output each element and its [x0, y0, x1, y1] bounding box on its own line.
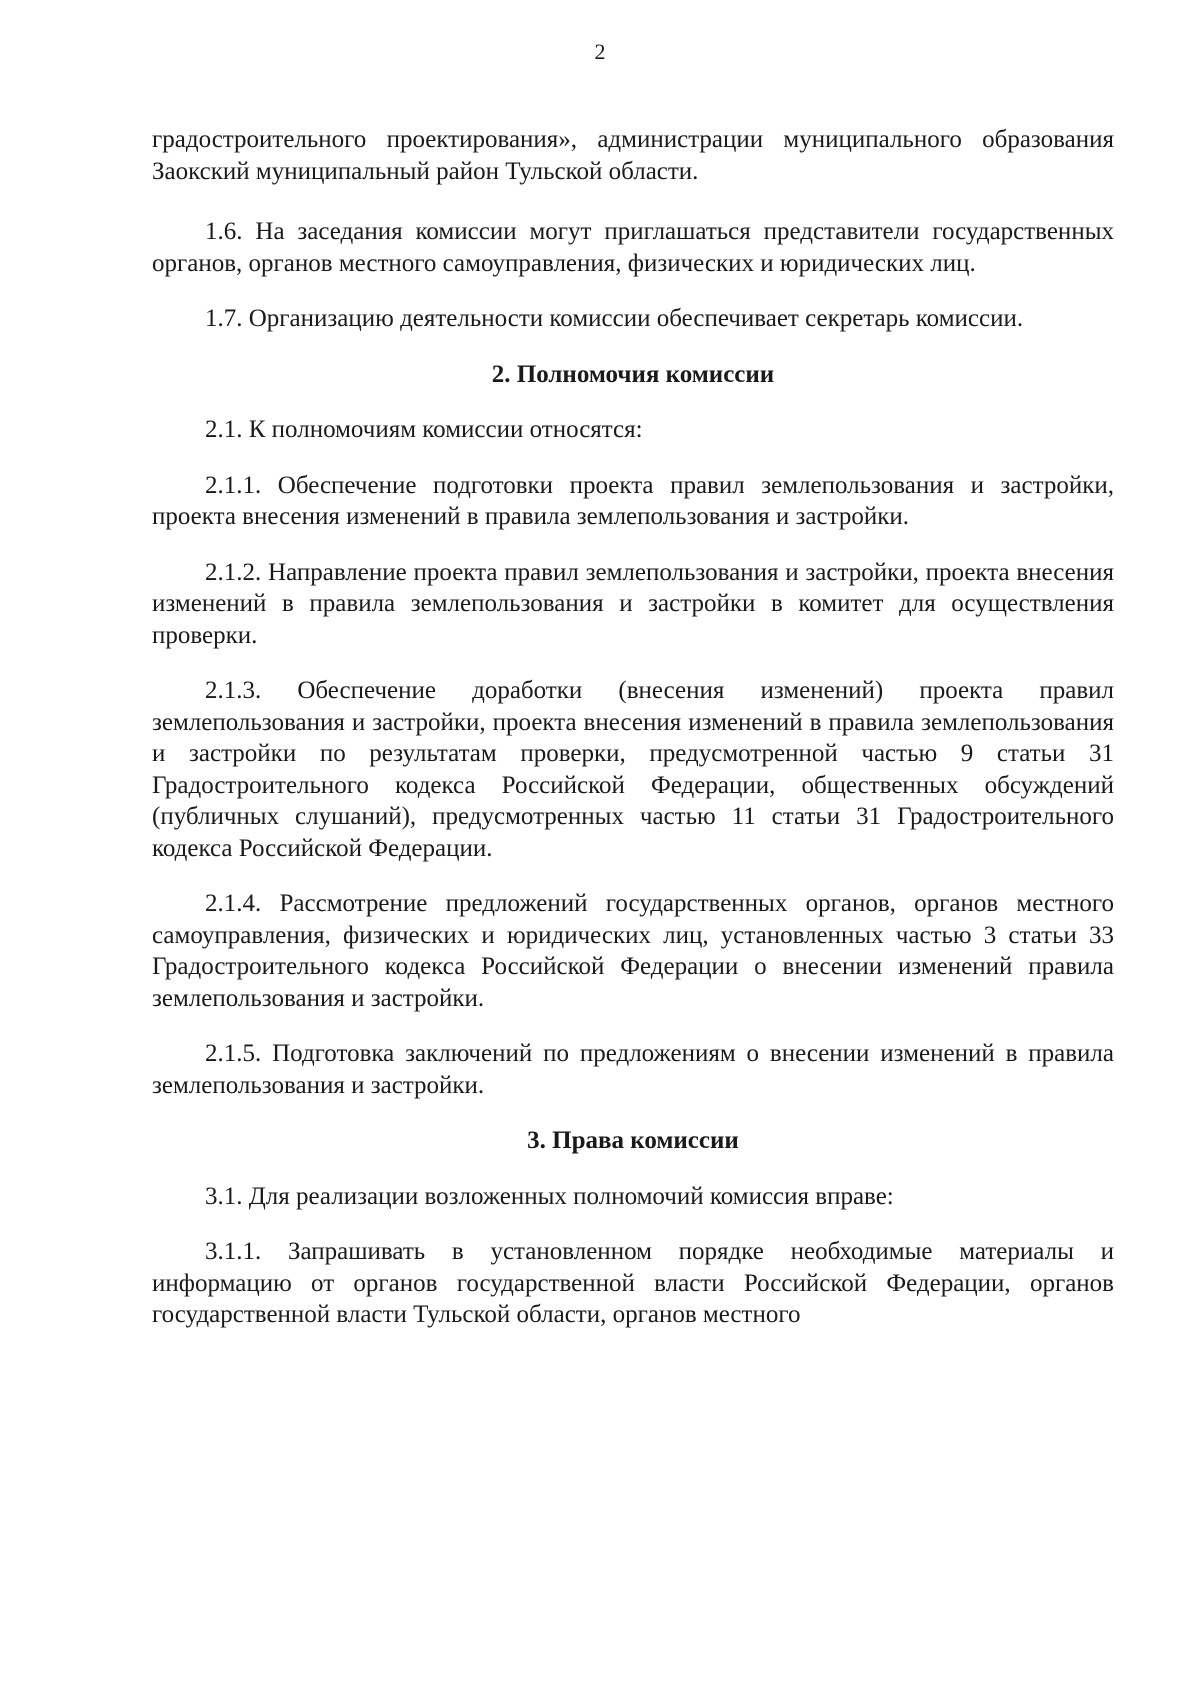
paragraph-2-1-5: 2.1.5. Подготовка заключений по предложениям о внесении изменений в правила землепользования и застройки.: [152, 1040, 1114, 1099]
paragraph-continuation: градостроительного проектирования», администрации муниципального образования Заокский муниципальный район Тульской области.: [152, 126, 1114, 185]
paragraph-3-1: 3.1. Для реализации возложенных полномочий комиссия вправе:: [205, 1182, 894, 1210]
paragraph-1-6: 1.6. На заседания комиссии могут приглашаться представители государственных органов, органов местного самоуправления, физических и юридических лиц.: [152, 218, 1114, 277]
page-number: 2: [594, 39, 606, 64]
paragraph-2-1-3: 2.1.3. Обеспечение доработки (внесения изменений) проекта правил землепользования и застройки, проекта внесения изменений в правила землепользования и застройки по результатам проверки, предусмотренной частью 9 статьи 31 Градостроительного кодекса Российской Федерации, общественных обсуждений (публичных слушаний), предусмотренных частью 11 статьи 31 Градостроительного кодекса Российской Федерации.: [152, 677, 1114, 862]
section-heading-3: 3. Права комиссии: [527, 1127, 739, 1154]
paragraph-2-1-1: 2.1.1. Обеспечение подготовки проекта правил землепользования и застройки, проекта внесения изменений в правила землепользования и застройки.: [152, 471, 1114, 530]
section-heading-2: 2. Полномочия комиссии: [491, 360, 775, 388]
paragraph-2-1: 2.1. К полномочиям комиссии относятся:: [205, 416, 643, 443]
paragraph-2-1-2: 2.1.2. Направление проекта правил землепользования и застройки, проекта внесения изменений в правила землепользования и застройки в комитет для осуществления проверки.: [152, 558, 1114, 649]
paragraph-2-1-4: 2.1.4. Рассмотрение предложений государственных органов, органов местного самоуправления, физических и юридических лиц, установленных частью 3 статьи 33 Градостроительного кодекса Российской Федерации о внесении изменений правила землепользования и застройки.: [152, 890, 1114, 1012]
paragraph-3-1-1: 3.1.1. Запрашивать в установленном порядке необходимые материалы и информацию от органов государственной власти Российской Федерации, органов государственной власти Тульской области, органов местного: [152, 1238, 1114, 1328]
document-body: [152, 124, 1114, 1331]
paragraph-1-7: 1.7. Организацию деятельности комиссии обеспечивает секретарь комиссии.: [205, 305, 1024, 332]
